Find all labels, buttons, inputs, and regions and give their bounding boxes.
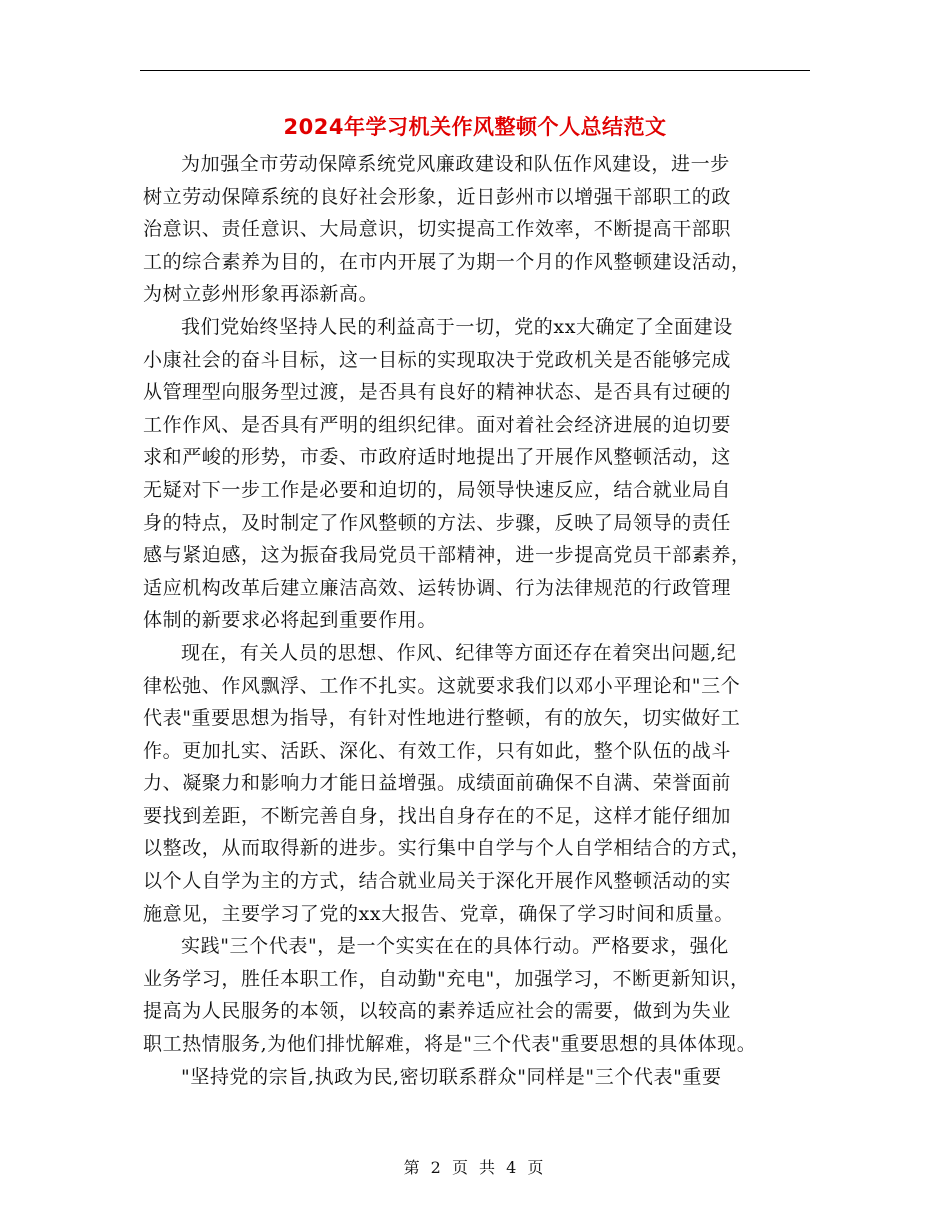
- paragraph-1: [143, 148, 807, 311]
- paragraph-line: 为树立彭州形象再添新高。: [143, 283, 379, 306]
- paragraph-line: 作。更加扎实、活跃、深化、有效工作，只有如此，整个队伍的战斗: [143, 739, 732, 762]
- document-title: 2024年学习机关作风整顿个人总结范文: [283, 115, 667, 139]
- paragraph-line: 实践"三个代表"，是一个实实在在的具体行动。严格要求，强化: [181, 935, 729, 958]
- paragraph-line: 以整改，从而取得新的进步。实行集中自学与个人自学相结合的方式，: [143, 837, 751, 860]
- paragraph-line: 治意识、责任意识、大局意识，切实提高工作效率，不断提高干部职: [143, 218, 732, 241]
- paragraph-line: 力、凝聚力和影响力才能日益增强。成绩面前确保不自满、荣誉面前: [143, 772, 732, 795]
- document-body: [143, 148, 807, 1093]
- paragraph-line: 体制的新要求必将起到重要作用。: [143, 609, 438, 632]
- paragraph-line: 以个人自学为主的方式，结合就业局关于深化开展作风整顿活动的实: [143, 870, 732, 893]
- paragraph-line: 工作作风、是否具有严明的组织纪律。面对着社会经济进展的迫切要: [143, 413, 732, 436]
- paragraph-line: 现在，有关人员的思想、作风、纪律等方面还存在着突出问题,纪: [181, 641, 737, 664]
- paragraph-line: 小康社会的奋斗目标，这一目标的实现取决于党政机关是否能够完成: [143, 348, 732, 371]
- paragraph-line: 施意见，主要学习了党的xx大报告、党章，确保了学习时间和质量。: [143, 902, 735, 925]
- paragraph-line: "坚持党的宗旨,执政为民,密切联系群众"同样是"三个代表"重要: [181, 1065, 722, 1088]
- paragraph-3: [143, 637, 807, 930]
- paragraph-line: 无疑对下一步工作是必要和迫切的，局领导快速反应，结合就业局自: [143, 478, 732, 501]
- paragraph-line: 从管理型向服务型过渡，是否具有良好的精神状态、是否具有过硬的: [143, 381, 732, 404]
- paragraph-line: 求和严峻的形势，市委、市政府适时地提出了开展作风整顿活动，这: [143, 446, 732, 469]
- paragraph-line: 为加强全市劳动保障系统党风廉政建设和队伍作风建设，进一步: [181, 153, 730, 175]
- paragraph-line: 身的特点，及时制定了作风整顿的方法、步骤，反映了局领导的责任: [143, 511, 732, 534]
- paragraph-line: 要找到差距，不断完善自身，找出自身存在的不足，这样才能仔细加: [143, 804, 732, 827]
- paragraph-line: 适应机构改革后建立廉洁高效、运转协调、行为法律规范的行政管理: [143, 576, 732, 599]
- paragraph-5: [143, 1061, 807, 1094]
- page-number-footer: 第 2 页 共 4 页: [403, 1158, 547, 1177]
- header-rule: [140, 70, 810, 71]
- paragraph-line: 业务学习，胜任本职工作，自动勤"充电"，加强学习，不断更新知识，: [143, 967, 750, 990]
- paragraph-line: 律松弛、作风飘浮、工作不扎实。这就要求我们以邓小平理论和"三个: [143, 674, 741, 697]
- paragraph-4: [143, 930, 807, 1060]
- paragraph-line: 我们党始终坚持人民的利益高于一切，党的xx大确定了全面建设: [181, 315, 733, 338]
- paragraph-2: [143, 311, 807, 637]
- paragraph-line: 工的综合素养为目的，在市内开展了为期一个月的作风整顿建设活动，: [143, 250, 751, 273]
- paragraph-line: 感与紧迫感，这为振奋我局党员干部精神，进一步提高党员干部素养，: [143, 544, 751, 567]
- paragraph-line: 职工热情服务,为他们排忧解难，将是"三个代表"重要思想的具体体现。: [143, 1033, 757, 1056]
- paragraph-line: 提高为人民服务的本领，以较高的素养适应社会的需要，做到为失业: [143, 1000, 732, 1023]
- paragraph-line: 代表"重要思想为指导，有针对性地进行整顿，有的放矢，切实做好工: [143, 707, 741, 730]
- paragraph-line: 树立劳动保障系统的良好社会形象，近日彭州市以增强干部职工的政: [143, 185, 732, 208]
